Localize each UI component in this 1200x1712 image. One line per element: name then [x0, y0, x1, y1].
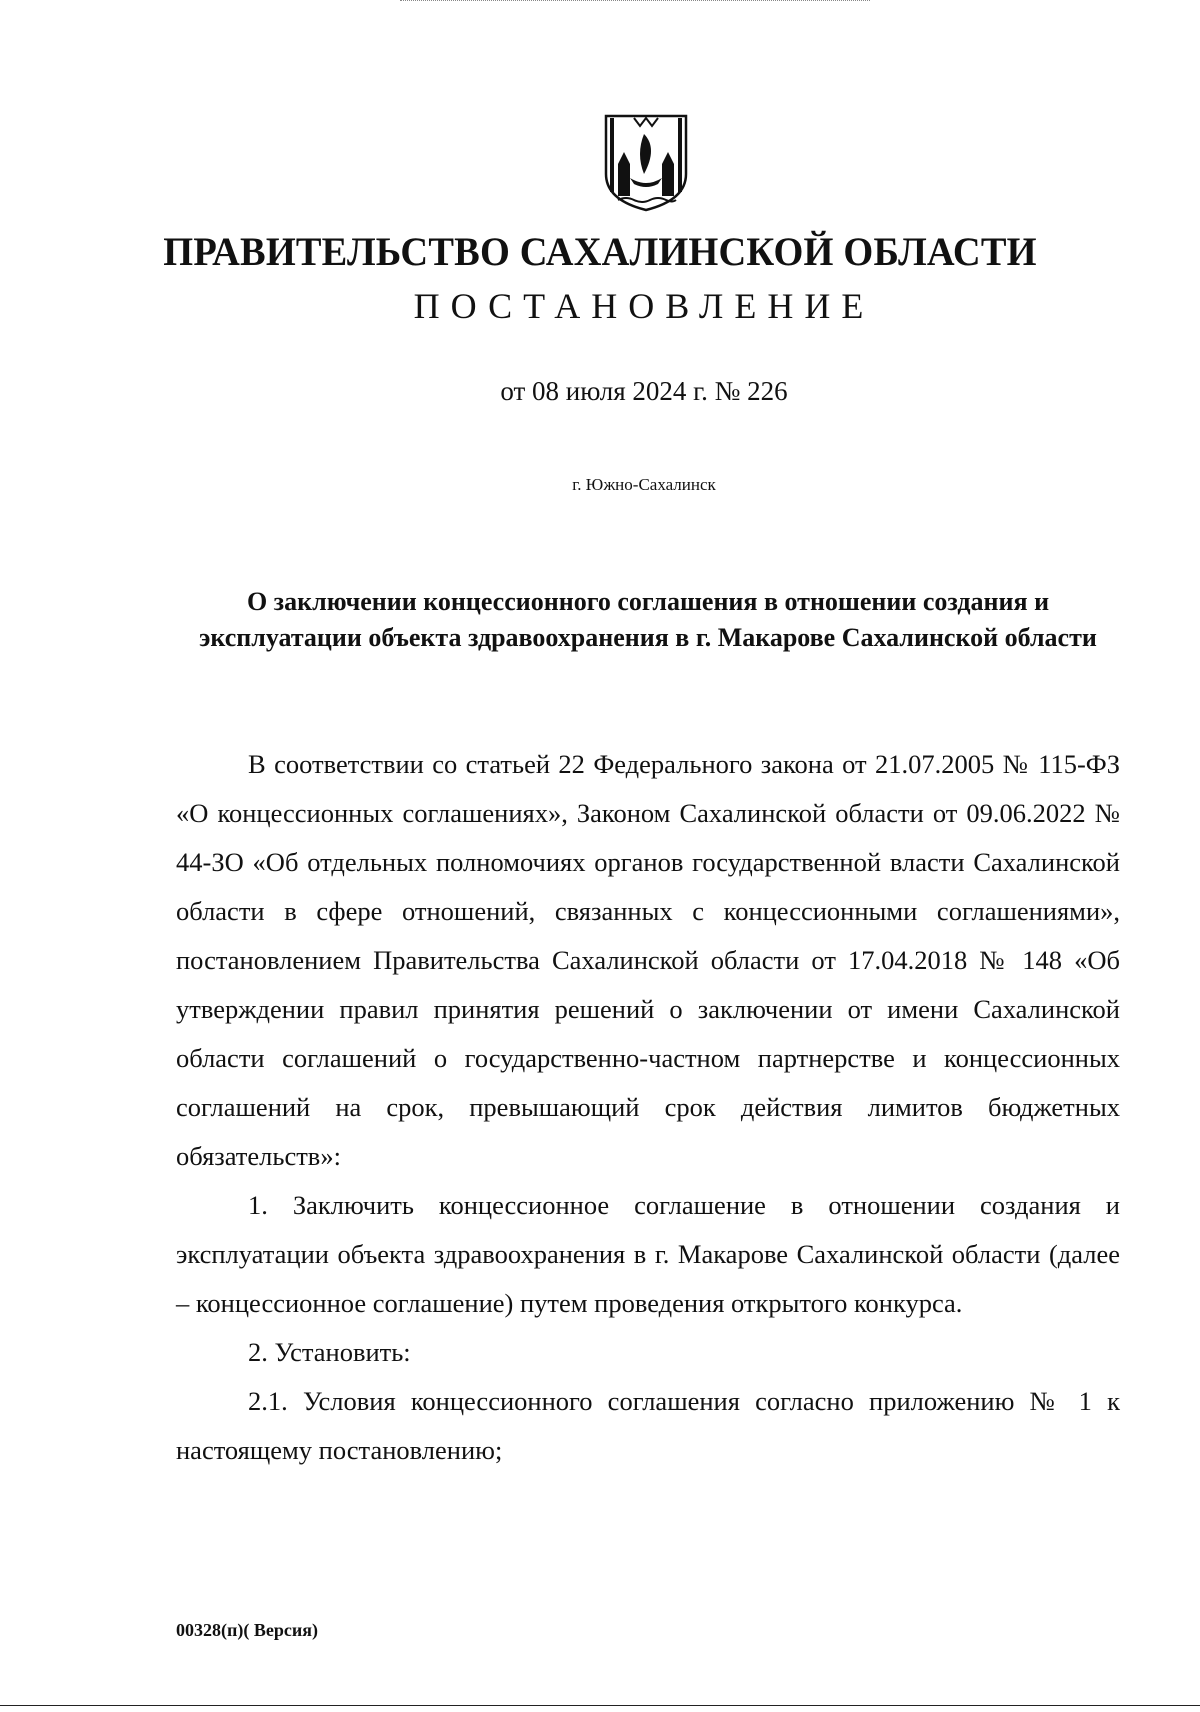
scan-edge-line	[0, 1705, 1200, 1706]
document-title: О заключении концессионного соглашения в отношении создания и эксплуатации объекта здравоохранения в г. Макарове Сахалинской области	[199, 587, 1097, 652]
preamble-paragraph: В соответствии со статьей 22 Федерального закона от 21.07.2005 № 115-ФЗ «О концессионных соглашениях», Законом Сахалинской области от 09.06.2022 № 44-ЗО «Об отдельных полномочиях органов государственной власти Сахалинской области в сфере отношений, связанных с концессионными соглашениями», постановлением Правительства Сахалинской области от 17.04.2018 № 148 «Об утверждении правил принятия решений о заключении от имени Сахалинской области соглашений о государственно-частном партнерстве и концессионных соглашений на срок, превышающий срок действия лимитов бюджетных обязательств»:	[176, 749, 1120, 1171]
document-body	[176, 740, 1120, 1475]
document-date-number: от 08 июля 2024 г. № 226	[500, 376, 788, 406]
scan-edge-line	[400, 0, 870, 1]
clause-2: 2. Установить:	[248, 1337, 411, 1367]
clause-2-1: 2.1. Условия концессионного соглашения согласно приложению № 1 к настоящему постановлению;	[176, 1386, 1120, 1465]
document-city: г. Южно-Сахалинск	[572, 475, 716, 494]
organization-name: ПРАВИТЕЛЬСТВО САХАЛИНСКОЙ ОБЛАСТИ	[163, 229, 1037, 274]
document-type: ПОСТАНОВЛЕНИЕ	[413, 286, 875, 326]
sakhalin-coat-of-arms-icon	[600, 112, 692, 212]
document-code: 00328(п)( Версия)	[176, 1620, 318, 1640]
clause-1: 1. Заключить концессионное соглашение в отношении создания и эксплуатации объекта здравоохранения в г. Макарове Сахалинской области (далее – концессионное соглашение) путем проведения открытого конкурса.	[176, 1190, 1120, 1318]
